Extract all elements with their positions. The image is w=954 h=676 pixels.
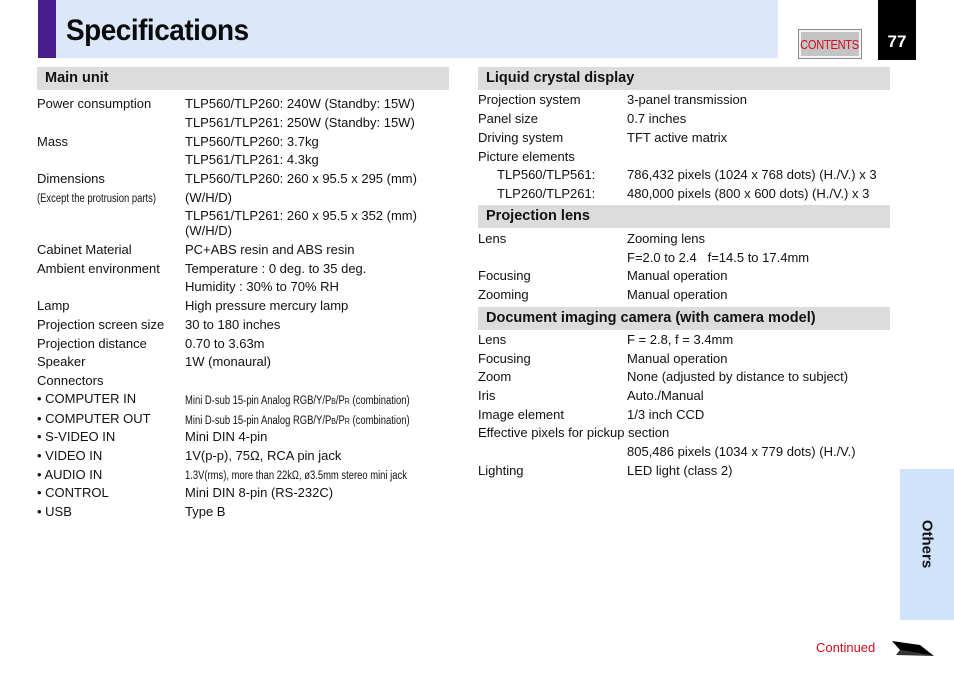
- section-heading-camera: Document imaging camera (with camera model): [478, 307, 890, 330]
- spec-label-connectors: Connectors: [37, 373, 104, 388]
- spec-value-picture-elements-260: 480,000 pixels (800 x 600 dots) (H./V.) x 3: [627, 186, 870, 201]
- spec-value-audio-in: 1.3V(rms), more than 22kΩ, ø3.5mm stereo mini jack: [185, 470, 407, 482]
- spec-value-screen-size: 30 to 180 inches: [185, 317, 281, 332]
- spec-value-dimensions-2: TLP561/TLP261: 260 x 95.5 x 352 (mm): [185, 208, 417, 223]
- contents-button-label: CONTENTS: [800, 36, 860, 52]
- side-tab-label: Others: [918, 519, 936, 569]
- spec-value-lens-f: F=2.0 to 2.4 f=14.5 to 17.4mm: [627, 250, 810, 265]
- spec-value-cabinet: PC+ABS resin and ABS resin: [185, 242, 355, 257]
- spec-value-distance: 0.70 to 3.63m: [185, 336, 265, 351]
- spec-value-s-video-in: Mini DIN 4-pin: [185, 429, 268, 444]
- spec-label-camera-zoom: Zoom: [478, 369, 512, 384]
- spec-value-lens-zooming: Manual operation: [627, 287, 728, 302]
- spec-label-computer-out: • COMPUTER OUT: [37, 411, 151, 426]
- spec-label-control: • CONTROL: [37, 485, 109, 500]
- spec-label-video-in: • VIDEO IN: [37, 448, 103, 463]
- spec-value-computer-in: Mini D-sub 15-pin Analog RGB/Y/PB/PR (combination): [185, 395, 410, 407]
- spec-label-s-video-in: • S-VIDEO IN: [37, 429, 116, 444]
- spec-value-mass-1: TLP560/TLP260: 3.7kg: [185, 134, 319, 149]
- spec-label-picture-elements: Picture elements: [478, 149, 575, 164]
- spec-label-driving-system: Driving system: [478, 130, 564, 145]
- spec-value-projection-system: 3-panel transmission: [627, 92, 747, 107]
- contents-button[interactable]: [799, 30, 861, 58]
- spec-value-camera-iris: Auto./Manual: [627, 388, 704, 403]
- page-number: 77: [887, 32, 907, 51]
- spec-value-panel-size: 0.7 inches: [627, 111, 687, 126]
- spec-label-camera-iris: Iris: [478, 388, 496, 403]
- spec-label-projection-system: Projection system: [478, 92, 581, 107]
- spec-label-camera-image-element: Image element: [478, 407, 564, 422]
- spec-label-usb: • USB: [37, 504, 72, 519]
- spec-label-audio-in: • AUDIO IN: [37, 467, 103, 482]
- spec-label-dimensions: Dimensions: [37, 171, 105, 186]
- spec-label-speaker: Speaker: [37, 354, 86, 369]
- spec-label-mass: Mass: [37, 134, 69, 149]
- spec-label-distance: Projection distance: [37, 336, 147, 351]
- spec-label-camera-lens: Lens: [478, 332, 507, 347]
- spec-label-camera-effective-pixels: Effective pixels for pickup section: [478, 425, 670, 440]
- spec-note-protrusion: (Except the protrusion parts): [37, 193, 156, 205]
- spec-label-lens: Lens: [478, 231, 507, 246]
- continued-arrow-icon[interactable]: [890, 640, 936, 658]
- section-heading-projection-lens: Projection lens: [478, 205, 890, 228]
- spec-label-lens-zooming: Zooming: [478, 287, 529, 302]
- spec-label-picture-elements-260: TLP260/TLP261:: [497, 186, 596, 201]
- spec-value-ambient-temp: Temperature : 0 deg. to 35 deg.: [185, 261, 367, 276]
- spec-value-power-2: TLP561/TLP261: 250W (Standby: 15W): [185, 115, 415, 130]
- header-accent-stripe: [38, 0, 56, 58]
- spec-value-mass-2: TLP561/TLP261: 4.3kg: [185, 152, 319, 167]
- spec-label-screen-size: Projection screen size: [37, 317, 165, 332]
- spec-value-camera-focusing: Manual operation: [627, 351, 728, 366]
- spec-value-lens-type: Zooming lens: [627, 231, 706, 246]
- spec-value-speaker: 1W (monaural): [185, 354, 271, 369]
- spec-label-camera-focusing: Focusing: [478, 351, 531, 366]
- page-title: Specifications: [66, 14, 249, 47]
- spec-value-driving-system: TFT active matrix: [627, 130, 728, 145]
- spec-value-camera-lens: F = 2.8, f = 3.4mm: [627, 332, 734, 347]
- spec-value-lamp: High pressure mercury lamp: [185, 298, 349, 313]
- spec-value-computer-out: Mini D-sub 15-pin Analog RGB/Y/PB/PR (combination): [185, 415, 410, 427]
- section-heading-lcd: Liquid crystal display: [478, 67, 890, 90]
- spec-label-power: Power consumption: [37, 96, 152, 111]
- spec-label-camera-lighting: Lighting: [478, 463, 524, 478]
- spec-label-ambient: Ambient environment: [37, 261, 160, 276]
- spec-label-lens-focusing: Focusing: [478, 268, 531, 283]
- spec-value-dimensions-whd-1: (W/H/D): [185, 190, 232, 205]
- spec-value-control: Mini DIN 8-pin (RS-232C): [185, 485, 334, 500]
- spec-value-camera-zoom: None (adjusted by distance to subject): [627, 369, 849, 384]
- spec-label-picture-elements-560: TLP560/TLP561:: [497, 167, 596, 182]
- spec-value-usb: Type B: [185, 504, 226, 519]
- spec-value-dimensions-1: TLP560/TLP260: 260 x 95.5 x 295 (mm): [185, 171, 417, 186]
- continued-link[interactable]: Continued: [816, 640, 876, 655]
- spec-value-camera-lighting: LED light (class 2): [627, 463, 733, 478]
- spec-label-lamp: Lamp: [37, 298, 70, 313]
- section-heading-main-unit: Main unit: [37, 67, 449, 90]
- spec-value-power-1: TLP560/TLP260: 240W (Standby: 15W): [185, 96, 415, 111]
- spec-label-cabinet: Cabinet Material: [37, 242, 132, 257]
- spec-value-camera-image-element: 1/3 inch CCD: [627, 407, 705, 422]
- spec-value-camera-effective-pixels: 805,486 pixels (1034 x 779 dots) (H./V.): [627, 444, 856, 459]
- spec-label-computer-in: • COMPUTER IN: [37, 391, 137, 406]
- spec-label-panel-size: Panel size: [478, 111, 538, 126]
- spec-value-picture-elements-560: 786,432 pixels (1024 x 768 dots) (H./V.) x 3: [627, 167, 877, 182]
- spec-value-video-in: 1V(p-p), 75Ω, RCA pin jack: [185, 448, 342, 463]
- spec-value-ambient-humidity: Humidity : 30% to 70% RH: [185, 279, 339, 294]
- spec-value-dimensions-whd-2: (W/H/D): [185, 223, 232, 238]
- spec-value-lens-focusing: Manual operation: [627, 268, 728, 283]
